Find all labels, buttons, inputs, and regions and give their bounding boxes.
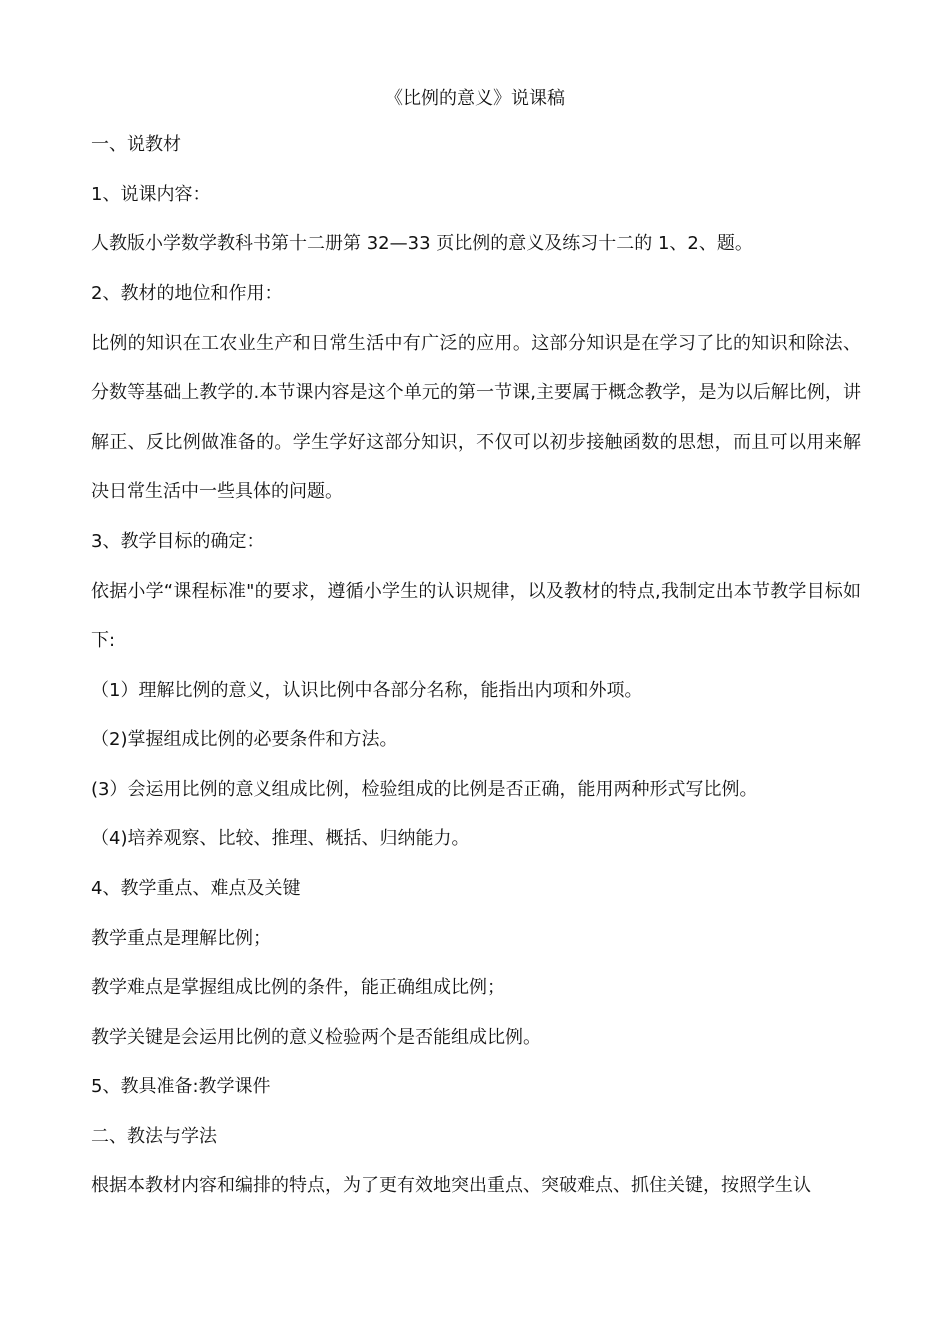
subheading-status-and-role: 2、教材的地位和作用： (91, 282, 283, 304)
key-point-line: 教学重点是理解比例； (91, 927, 271, 949)
subheading-teaching-goals: 3、教学目标的确定： (91, 530, 265, 552)
teaching-goals-intro-paragraph: 依据小学“课程标准"的要求，遵循小学生的认识规律，以及教材的特点,我制定出本节教学目标如下: (91, 580, 861, 652)
subheading-teaching-aids: 5、教具准备:教学课件 (91, 1076, 271, 1098)
key-point-line: 教学关键是会运用比例的意义检验两个是否能组成比例。 (91, 1026, 541, 1048)
document-title: 《比例的意义》说课稿 (385, 88, 565, 109)
section-heading-teaching-material: 一、说教材 (91, 134, 181, 155)
section-heading-methods: 二、教法与学法 (91, 1125, 217, 1147)
subheading-lesson-content: 1、说课内容： (91, 183, 211, 205)
methods-paragraph: 根据本教材内容和编排的特点，为了更有效地突出重点、突破难点、抓住关键，按照学生认 (91, 1175, 811, 1197)
goal-item: （4)培养观察、比较、推理、概括、归纳能力。 (91, 828, 470, 850)
key-point-line: 教学难点是掌握组成比例的条件，能正确组成比例； (91, 977, 505, 999)
goal-item: （2)掌握组成比例的必要条件和方法。 (91, 729, 398, 751)
goal-item: (3）会运用比例的意义组成比例，检验组成的比例是否正确，能用两种形式写比例。 (91, 778, 758, 800)
lesson-content-text: 人教版小学数学教科书第十二册第 32—33 页比例的意义及练习十二的 1、2、题。 (91, 233, 753, 255)
goal-item: （1）理解比例的意义，认识比例中各部分名称，能指出内项和外项。 (91, 679, 643, 701)
subheading-key-points: 4、教学重点、难点及关键 (91, 877, 301, 899)
document-body (91, 133, 861, 1224)
status-and-role-paragraph: 比例的知识在工农业生产和日常生活中有广泛的应用。这部分知识是在学习了比的知识和除法、分数等基础上教学的.本节课内容是这个单元的第一节课,主要属于概念教学，是为以后解比例，讲解正、反比例做准备的。学生学好这部分知识，不仅可以初步接触函数的思想，而且可以用来解决日常生活中一些具体的问题。 (91, 332, 861, 503)
